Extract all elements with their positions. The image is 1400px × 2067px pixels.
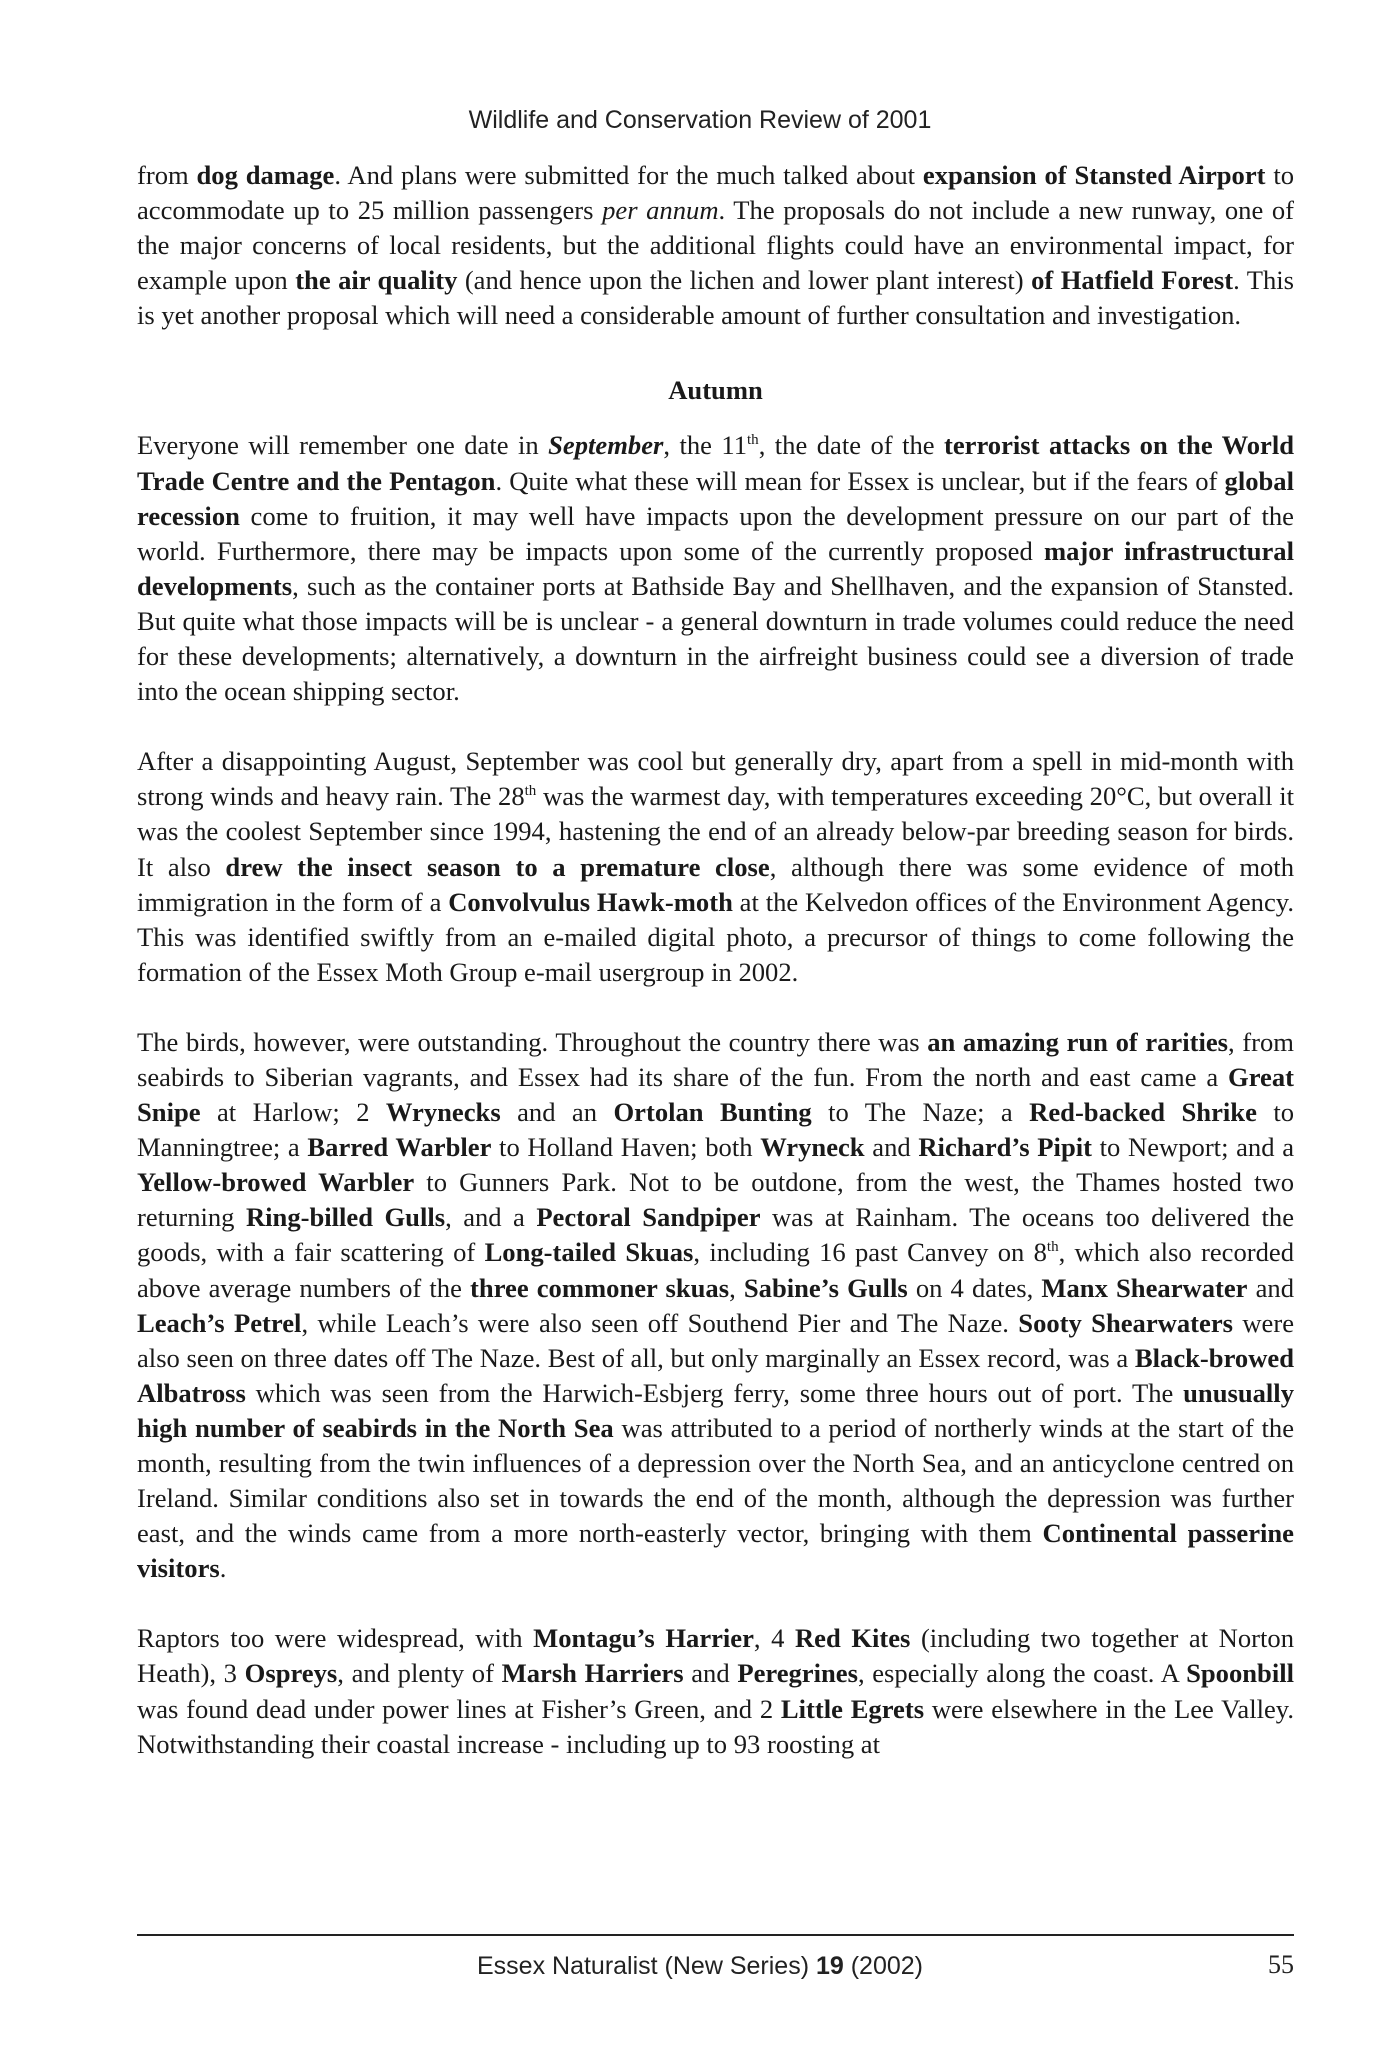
text: at the Kelvedon offices of the Environment Agency. This was identified swiftly from an e-mailed digital photo, a precursor of things to come following the formation of the Essex Moth Group e-mail usergroup in 2002. xyxy=(137,886,1294,987)
bold-phrase: the air quality xyxy=(295,265,458,296)
bold-phrase: Barred Warbler xyxy=(307,1132,492,1163)
text: . And plans were submitted for the much talked about xyxy=(334,160,923,190)
bold-phrase: Sooty Shearwaters xyxy=(1018,1307,1233,1338)
paragraph-raptors xyxy=(137,1621,1294,1761)
text: and xyxy=(683,1658,738,1689)
text: was attributed to a period of northerly winds at the start of the month, resulting from the twin influences of a depression over the North Sea, and an anticyclone centred on Ireland. Similar conditions also set in towards the end of the month, although the depression was further east, and the winds came from a more north-easterly vector, bringing with them xyxy=(137,1412,1294,1549)
bold-phrase: drew the insect season to a premature close xyxy=(225,851,770,882)
text: , such as the container ports at Bathside Bay and Shellhaven, and the expansion of Stansted. But quite what those impacts will be is unclear - a general downturn in trade volumes could reduce the need for these developments; alternatively, a downturn in the airfreight business could see a diversion of trade into the ocean shipping sector. xyxy=(137,570,1294,707)
bold-phrase: terrorist attacks on the World Trade Centre and the Pentagon xyxy=(137,430,1295,496)
text: , the 11 xyxy=(663,430,748,461)
bold-phrase: major infrastructural developments xyxy=(137,535,1294,601)
text: was at Rainham. The oceans too delivered the goods, with a fair scattering of xyxy=(137,1202,1294,1268)
text: Everyone will remember one date in xyxy=(137,430,549,461)
text: to Holland Haven; both xyxy=(491,1132,761,1163)
bold-phrase: Great Snipe xyxy=(137,1061,1294,1128)
bold-phrase: of Hatfield Forest xyxy=(1031,265,1234,296)
text: , xyxy=(729,1272,744,1303)
text: , the date of the xyxy=(758,430,945,461)
text: come to fruition, it may well have impacts upon the development pressure on our part of the world. Furthermore, there may be impacts upon some of the currently proposed xyxy=(137,500,1294,566)
ordinal-suffix: th xyxy=(747,432,759,449)
bold-phrase: an amazing run of rarities xyxy=(927,1026,1229,1057)
journal-name: Essex Naturalist (New Series) xyxy=(476,1952,816,1980)
text: to The Naze; a xyxy=(811,1097,1030,1128)
bold-phrase: Peregrines xyxy=(737,1658,858,1689)
italic-phrase: per annum xyxy=(602,195,719,226)
footer-rule xyxy=(137,1934,1294,1936)
ordinal-suffix: th xyxy=(524,783,537,800)
bold-phrase: Marsh Harriers xyxy=(501,1658,684,1689)
text: . This is yet another proposal which will need a considerable amount of further consultation and investigation. xyxy=(137,265,1295,331)
text: from xyxy=(137,160,197,190)
bold-phrase: expansion of Stansted Airport xyxy=(922,160,1266,190)
paragraph-weather xyxy=(137,744,1294,990)
bold-phrase: Convolvulus Hawk-moth xyxy=(448,886,733,917)
bold-phrase: unusually high number of seabirds in the North Sea xyxy=(137,1377,1294,1443)
bold-phrase: global recession xyxy=(137,465,1294,531)
ordinal-suffix: th xyxy=(1046,1239,1059,1256)
bold-phrase: Ortolan Bunting xyxy=(613,1097,812,1128)
article-body xyxy=(137,158,1294,1797)
bold-phrase: Wrynecks xyxy=(385,1097,501,1128)
bold-phrase: three commoner skuas xyxy=(470,1272,730,1303)
page-number: 55 xyxy=(1268,1950,1294,1979)
bold-phrase: Spoonbill xyxy=(1186,1658,1294,1689)
section-heading-autumn: Autumn xyxy=(668,375,763,406)
text: at Harlow; 2 xyxy=(200,1097,386,1128)
text: was found dead under power lines at Fisher’s Green, and 2 xyxy=(137,1693,781,1724)
text: to Newport; and a xyxy=(1091,1132,1294,1163)
bold-phrase: Montagu’s Harrier xyxy=(533,1623,754,1654)
bold-phrase: Richard’s Pipit xyxy=(918,1132,1092,1163)
bold-phrase: Red Kites xyxy=(794,1623,911,1654)
running-header: Wildlife and Conservation Review of 2001 xyxy=(468,106,932,134)
text: and xyxy=(1247,1272,1295,1303)
text: . The proposals do not include a new runway, one of the major concerns of local residents, but the additional flights could have an environmental impact, for example upon xyxy=(137,195,1294,296)
bold-phrase: Red-backed Shrike xyxy=(1029,1097,1257,1128)
text: , and a xyxy=(445,1202,537,1233)
text: and xyxy=(864,1132,919,1163)
text: (and hence upon the lichen and lower plant interest) xyxy=(457,265,1032,296)
paragraph-birds xyxy=(137,1025,1294,1587)
text: , especially along the coast. A xyxy=(857,1658,1187,1689)
bold-phrase: Yellow-browed Warbler xyxy=(137,1167,415,1198)
text: , including 16 past Canvey on 8 xyxy=(693,1237,1047,1268)
text: to accommodate up to 25 million passengers xyxy=(137,160,1295,226)
text: were elsewhere in the Lee Valley. Notwithstanding their coastal increase - including up to 93 roosting at xyxy=(137,1693,1294,1759)
bold-phrase: Long-tailed Skuas xyxy=(484,1237,694,1268)
bold-phrase: dog damage xyxy=(196,160,335,190)
text: , while Leach’s were also seen off Southend Pier and The Naze. xyxy=(301,1307,1019,1338)
text: , from seabirds to Siberian vagrants, and Essex had its share of the fun. From the north and east came a xyxy=(137,1026,1294,1092)
text: which was seen from the Harwich-Esbjerg ferry, some three hours out of port. The xyxy=(245,1377,1184,1408)
text: Raptors too were widespread, with xyxy=(137,1623,534,1654)
text: . Quite what these will mean for Essex is unclear, but if the fears of xyxy=(495,465,1225,496)
text: (including two together at Norton Heath), 3 xyxy=(137,1623,1294,1689)
text: was the warmest day, with temperatures exceeding 20°C, but overall it was the coolest September since 1994, hastening the end of an already below-par breeding season for birds. It also xyxy=(137,781,1294,882)
bold-phrase: Black-browed Albatross xyxy=(137,1342,1294,1408)
text: to Gunners Park. Not to be outdone, from the west, the Thames hosted two returning xyxy=(137,1167,1294,1233)
text: , and plenty of xyxy=(337,1658,502,1689)
bold-phrase: Ring-billed Gulls xyxy=(245,1202,446,1233)
journal-year: (2002) xyxy=(843,1952,923,1980)
bold-phrase: Leach’s Petrel xyxy=(137,1307,302,1338)
text: and an xyxy=(500,1097,614,1128)
text: on 4 dates, xyxy=(907,1272,1042,1303)
bold-phrase: Manx Shearwater xyxy=(1041,1272,1248,1303)
text: After a disappointing August, September was cool but generally dry, apart from a spell in mid-month with strong winds and heavy rain. The 28 xyxy=(137,746,1294,812)
bold-phrase: Ospreys xyxy=(244,1658,338,1689)
paragraph-stansted xyxy=(137,158,1294,333)
text: , 4 xyxy=(753,1623,795,1654)
bold-italic-phrase: September xyxy=(548,430,664,461)
paragraph-september xyxy=(137,428,1294,709)
journal-footer xyxy=(0,1952,1400,1981)
bold-phrase: Pectoral Sandpiper xyxy=(536,1202,761,1233)
bold-phrase: Little Egrets xyxy=(780,1693,925,1724)
text: , although there was some evidence of moth immigration in the form of a xyxy=(137,851,1294,917)
text: to Manningtree; a xyxy=(137,1097,1295,1163)
text: . xyxy=(219,1553,227,1584)
journal-volume: 19 xyxy=(815,1952,844,1980)
text: The birds, however, were outstanding. Throughout the country there was xyxy=(137,1026,928,1057)
text: were also seen on three dates off The Naze. Best of all, but only marginally an Essex record, was a xyxy=(137,1307,1295,1373)
bold-phrase: Sabine’s Gulls xyxy=(743,1272,908,1303)
text: , which also recorded above average numbers of the xyxy=(137,1237,1294,1303)
bold-phrase: Continental passerine visitors xyxy=(137,1518,1294,1584)
bold-phrase: Wryneck xyxy=(760,1132,865,1163)
